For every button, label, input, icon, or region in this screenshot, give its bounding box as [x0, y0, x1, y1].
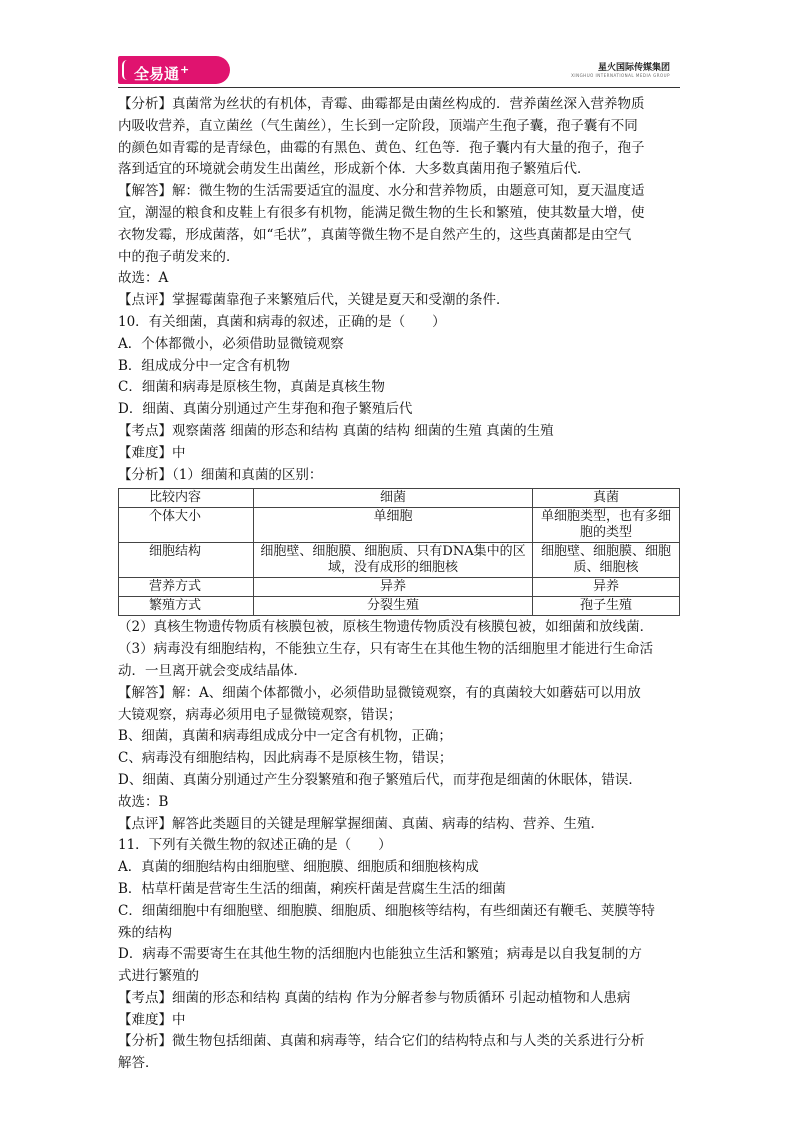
text-line: （3）病毒没有细胞结构，不能独立生存，只有寄生在其他生物的活细胞里才能进行生命活: [118, 641, 654, 658]
text-line: 衣物发霉，形成菌落，如“毛状”，真菌等微生物不是自然产生的，这些真菌都是由空气: [118, 226, 632, 243]
logo-swoosh-icon: [122, 60, 132, 80]
text-line: 【分析】（1）细菌和真菌的区别：: [118, 466, 323, 483]
text-line: D、细菌、真菌分别通过产生分裂繁殖和孢子繁殖后代，而芽孢是细菌的休眠体，错误．: [118, 771, 642, 788]
text-line: （2）真核生物遗传物质有核膜包被，原核生物遗传物质没有核膜包被，如细菌和放线菌．: [118, 619, 654, 636]
option-d: D．细菌、真菌分别通过产生芽孢和孢子繁殖后代: [118, 401, 413, 418]
answer-line: 故选：B: [118, 793, 169, 810]
table-cell: 细胞壁、细胞膜、细胞质、细胞核: [533, 543, 680, 578]
table-header-cell: 细菌: [254, 489, 533, 508]
table-row: [119, 543, 680, 578]
topic-line: 【考点】观察菌落 细菌的形态和结构 真菌的结构 细菌的生殖 真菌的生殖: [118, 422, 554, 439]
topic-line: 【考点】细菌的形态和结构 真菌的结构 作为分解者参与物质循环 引起动植物和人患病: [118, 989, 631, 1006]
header-divider: [118, 87, 680, 88]
table-cell: 细胞壁、细胞膜、细胞质、只有DNA集中的区域，没有成形的细胞核: [254, 543, 533, 578]
question-stem: 11．下列有关微生物的叙述正确的是（ ）: [118, 837, 392, 854]
publisher-english-name: XINGHUO INTERNATIONAL MEDIA GROUP: [571, 73, 670, 78]
option-c: C．细菌细胞中有细胞壁、细胞膜、细胞质、细胞核等结构，有些细菌还有鞭毛、荚膜等特: [118, 902, 655, 919]
option-d: D．病毒不需要寄生在其他生物的活细胞内也能独立生活和繁殖；病毒是以自我复制的方: [118, 946, 642, 963]
text-line: 的颜色如青霉的是青绿色，曲霉的有黑色、黄色、红色等．孢子囊内有大量的孢子，孢子: [118, 139, 645, 156]
publisher: [571, 60, 670, 78]
text-line: 【解答】解：微生物的生活需要适宜的温度、水分和营养物质，由题意可知，夏天温度适: [118, 183, 645, 200]
text-line: 落到适宜的环境就会萌发生出菌丝，形成新个体．大多数真菌用孢子繁殖后代．: [118, 161, 591, 178]
text-line: 内吸收营养，直立菌丝（气生菌丝），生长到一定阶段，顶端产生孢子囊，孢子囊有不同: [118, 117, 638, 134]
table-cell: 异养: [533, 578, 680, 597]
page-header: [118, 56, 680, 88]
option-a: A．个体都微小，必须借助显微镜观察: [118, 335, 344, 352]
text-line: 【解答】解：A、细菌个体都微小，必须借助显微镜观察，有的真菌较大如蘑菇可以用放: [118, 684, 641, 701]
text-line: B、细菌，真菌和病毒组成成分中一定含有机物，正确；: [118, 728, 452, 745]
table-cell: 孢子生殖: [533, 597, 680, 616]
option-b: B．枯草杆菌是营寄生生活的细菌，痢疾杆菌是营腐生生活的细菌: [118, 880, 506, 897]
text-line: 【分析】真菌常为丝状的有机体，青霉、曲霉都是由菌丝构成的．营养菌丝深入营养物质: [118, 96, 645, 112]
text-line: 大镜观察，病毒必须用电子显微镜观察，错误；: [118, 706, 402, 723]
table-cell: 单细胞: [254, 508, 533, 543]
text-line: 解答．: [118, 1055, 159, 1072]
table-cell: 单细胞类型，也有多细胞的类型: [533, 508, 680, 543]
table-cell: 异养: [254, 578, 533, 597]
difficulty-line: 【难度】中: [118, 444, 186, 461]
publisher-name: 星火国际传媒集团: [597, 63, 670, 73]
table-cell: 细胞结构: [119, 543, 254, 578]
table-cell: 分裂生殖: [254, 597, 533, 616]
text-line: 中的孢子萌发来的．: [118, 248, 240, 265]
text-line: 【分析】微生物包括细菌、真菌和病毒等，结合它们的结构特点和与人类的关系进行分析: [118, 1033, 645, 1050]
table-header-row: [119, 489, 680, 508]
table-row: [119, 508, 680, 543]
comment-line: 【点评】解答此类题目的关键是理解掌握细菌、真菌、病毒的结构、营养、生殖．: [118, 815, 604, 832]
option-d-continued: 式进行繁殖的: [118, 968, 199, 985]
text-line: 宜，潮湿的粮食和皮鞋上有很多有机物，能满足微生物的生长和繁殖，使其数量大增，使: [118, 204, 645, 221]
option-c-continued: 殊的结构: [118, 924, 172, 941]
comment-line: 【点评】掌握霉菌靠孢子来繁殖后代，关键是夏天和受潮的条件．: [118, 292, 510, 309]
table-header-cell: 比较内容: [119, 489, 254, 508]
table-row: [119, 578, 680, 597]
difficulty-line: 【难度】中: [118, 1011, 186, 1028]
option-a: A．真菌的细胞结构由细胞壁、细胞膜、细胞质和细胞核构成: [118, 859, 479, 876]
text-line: C、病毒没有细胞结构，因此病毒不是原核生物，错误；: [118, 750, 453, 767]
question-stem: 10．有关细菌，真菌和病毒的叙述，正确的是（ ）: [118, 313, 446, 330]
comparison-table: [118, 488, 680, 616]
text-line: 动．一旦离开就会变成结晶体．: [118, 662, 307, 679]
answer-line: 故选：A: [118, 270, 169, 287]
table-cell: 个体大小: [119, 508, 254, 543]
logo-text: 全易通: [134, 65, 180, 83]
option-c: C．细菌和病毒是原核生物，真菌是真核生物: [118, 379, 385, 396]
brand-logo: [118, 56, 230, 84]
table-row: [119, 597, 680, 616]
table-cell: 繁殖方式: [119, 597, 254, 616]
table-header-cell: 真菌: [533, 489, 680, 508]
logo-plus: +: [180, 63, 190, 76]
table-cell: 营养方式: [119, 578, 254, 597]
option-b: B．组成成分中一定含有机物: [118, 357, 290, 374]
document-body: [118, 94, 680, 1075]
